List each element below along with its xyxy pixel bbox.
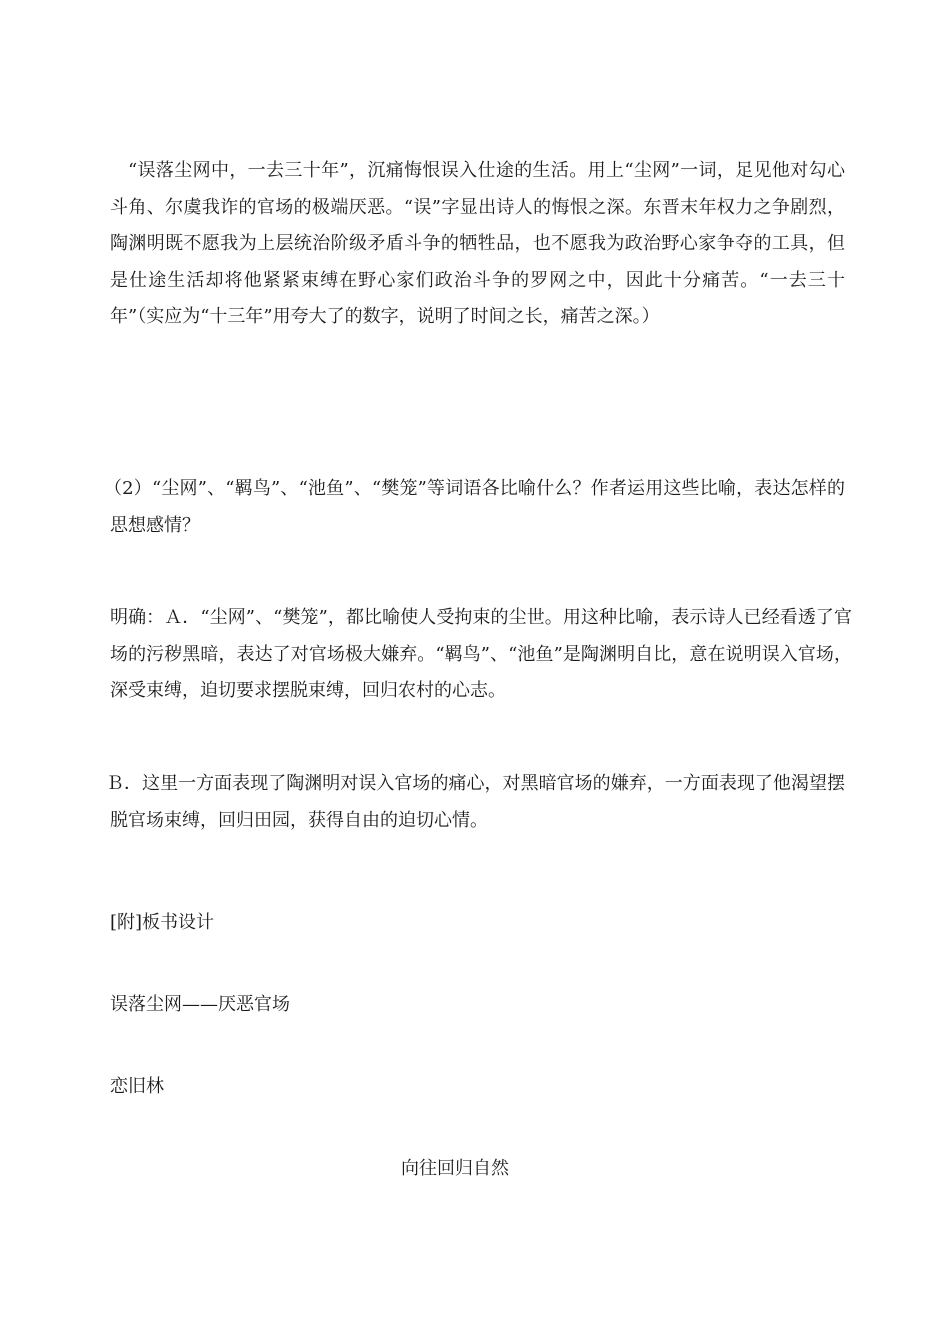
board-line-3: 向往回归自然 [401,1158,509,1179]
board-line-2: 恋旧林 [110,1076,164,1097]
answer-a-paragraph: 明确：Ａ．“尘网”、“樊笼”，都比喻使人受拘束的尘世。用这种比喻，表示诗人已经看透了官场的污秽黑暗，表达了对官场极大嫌弃。“羁鸟”、“池鱼”是陶渊明自比，意在说明误入官场，深受束缚，迫切要求摆脱束缚，回归农村的心志。 [110,607,852,701]
analysis-paragraph: “误落尘网中，一去三十年”，沉痛悔恨误入仕途的生活。用上“尘网”一词，足见他对勾心斗角、尔虞我诈的官场的极端厌恶。“误”字显出诗人的悔恨之深。东晋末年权力之争剧烈，陶渊明既不愿我为上层统治阶级矛盾斗争的牺牲品，也不愿我为政治野心家争夺的工具，但是仕途生活却将他紧紧束缚在野心家们政治斗争的罗网之中，因此十分痛苦。“一去三十年”（实应为“十三年”用夸大了的数字，说明了时间之长，痛苦之深。） [110,160,845,327]
board-design-title: [附]板书设计 [110,912,215,933]
answer-b-paragraph: Ｂ．这里一方面表现了陶渊明对误入官场的痛心，对黑暗官场的嫌弃，一方面表现了他渴望摆脱官场束缚，回归田园，获得自由的迫切心情。 [106,773,845,831]
board-line-1: 误落尘网——厌恶官场 [110,994,290,1015]
question-2-paragraph: （2）“尘网”、“羁鸟”、“池鱼”、“樊笼”等词语各比喻什么？作者运用这些比喻，表达怎样的思想感情？ [104,478,845,536]
